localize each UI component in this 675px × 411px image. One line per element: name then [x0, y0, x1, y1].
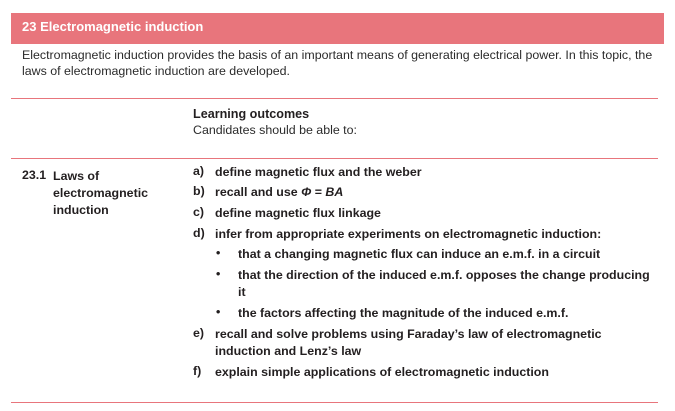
topic-intro-text: Electromagnetic induction provides the basis of an important means of generating electrical power. In this topic, the laws of electromagnetic induction are developed.: [22, 48, 653, 78]
bullet-text-1: that a changing magnetic flux can induce an e.m.f. in a circuit: [238, 247, 601, 261]
bullet-marker-3: •: [216, 305, 221, 319]
item-letter-e: e): [193, 326, 205, 340]
item-text-d: infer from appropriate experiments on electromagnetic induction:: [215, 227, 602, 241]
bullet-marker-1: •: [216, 246, 221, 260]
topic-title: 23 Electromagnetic induction: [22, 19, 204, 34]
item-letter-a: a): [193, 164, 205, 178]
item-text-b: recall and use Φ = BA: [215, 185, 344, 199]
item-letter-b: b): [193, 184, 205, 198]
item-letter-c: c): [193, 205, 205, 219]
item-text-f: explain simple applications of electromagnetic induction: [215, 365, 549, 379]
learning-outcomes-heading: Learning outcomes: [193, 107, 310, 121]
item-text-e: recall and solve problems using Faraday’s law of electromagnetic induction and Lenz’s law: [215, 327, 602, 358]
divider-top: [11, 98, 658, 99]
item-letter-d: d): [193, 226, 205, 240]
bullet-text-3: the factors affecting the magnitude of the induced e.m.f.: [238, 306, 569, 320]
section-header-bar: [11, 13, 664, 44]
divider-bottom: [11, 402, 658, 403]
divider-middle: [11, 158, 658, 159]
item-text-a: define magnetic flux and the weber: [215, 165, 422, 179]
learning-outcomes-subheading: Candidates should be able to:: [193, 123, 357, 137]
section-number: 23.1: [22, 168, 47, 182]
section-title: Laws of electromagnetic induction: [53, 169, 149, 217]
bullet-marker-2: •: [216, 267, 221, 281]
item-letter-f: f): [193, 364, 202, 378]
item-text-c: define magnetic flux linkage: [215, 206, 381, 220]
bullet-text-2: that the direction of the induced e.m.f. opposes the change producing it: [238, 268, 650, 299]
